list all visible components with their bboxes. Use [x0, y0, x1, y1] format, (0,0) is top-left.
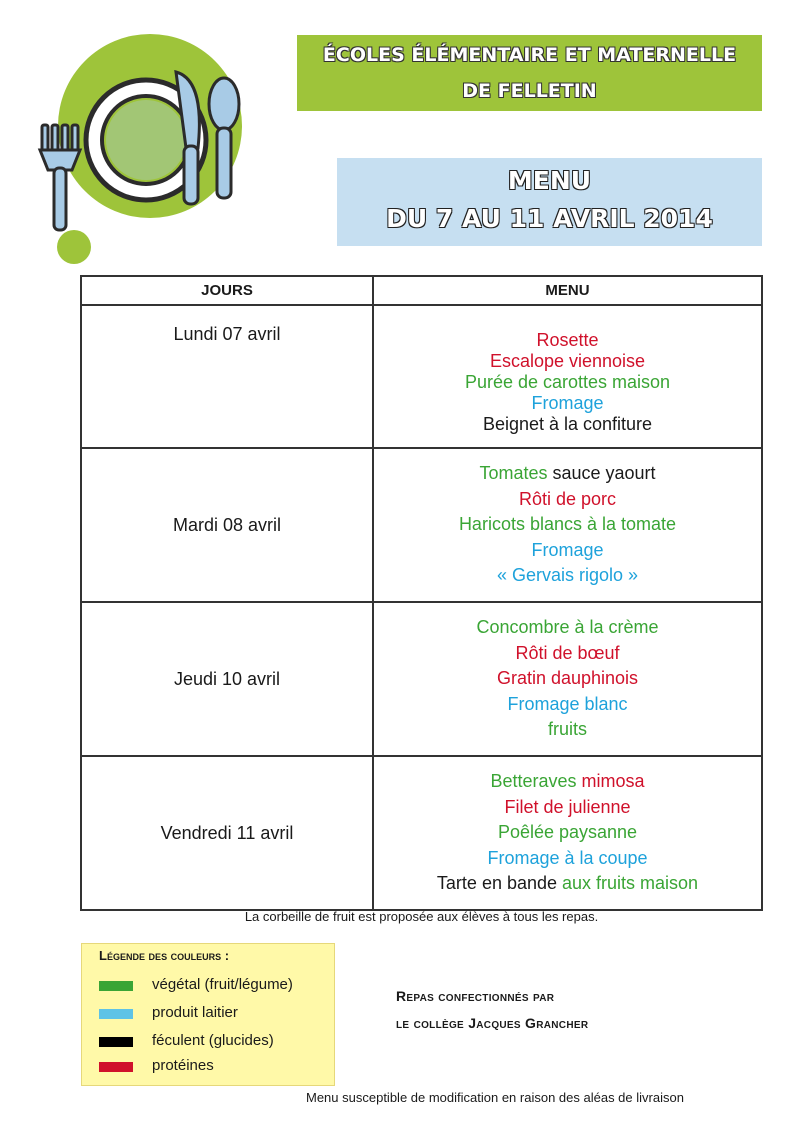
dish-item: Fromage blanc	[507, 693, 628, 714]
table-row	[81, 602, 762, 756]
dish-list	[374, 769, 761, 897]
dish-item: Filet de julienne	[504, 796, 631, 817]
dish-item: Fromage	[531, 539, 604, 560]
dish-item	[374, 871, 761, 897]
dish-list	[374, 461, 761, 589]
day-cell: Vendredi 11 avril	[81, 756, 373, 910]
legend-swatch-blue	[99, 1009, 133, 1019]
menu-cell	[373, 756, 762, 910]
weekly-menu-table	[80, 275, 763, 911]
modification-disclaimer: Menu susceptible de modification en raison des aléas de livraison	[306, 1090, 684, 1105]
dish-item	[374, 461, 761, 487]
credit-line-1: Repas confectionnés par	[396, 988, 555, 1004]
school-title-line-2: DE FELLETIN	[462, 80, 597, 102]
dish-part: sauce yaourt	[547, 463, 656, 484]
legend-swatch-black	[99, 1037, 133, 1047]
table-row	[81, 756, 762, 910]
dish-item: fruits	[547, 719, 587, 740]
dish-part: Tarte en bande	[436, 873, 558, 894]
dish-list	[374, 318, 761, 435]
dish-part: Tomates	[479, 463, 548, 484]
menu-dates: DU 7 AU 11 AVRIL 2014	[386, 204, 713, 233]
kitchen-credit	[396, 983, 588, 1037]
legend-swatch-green	[99, 981, 133, 991]
column-header-days: JOURS	[81, 276, 373, 305]
dish-item: Rôti de bœuf	[515, 642, 620, 663]
menu-title-banner	[337, 158, 762, 246]
dish-item: Fromage à la coupe	[487, 847, 648, 868]
dish-part: aux fruits maison	[557, 873, 699, 894]
table-row	[81, 305, 762, 448]
menu-title: MENU	[507, 166, 592, 195]
legend-label: protéines	[152, 1057, 214, 1074]
dish-item: Beignet à la confiture	[482, 414, 653, 434]
table-row	[81, 448, 762, 602]
column-header-menu: MENU	[373, 276, 762, 305]
legend-swatch-red	[99, 1062, 133, 1072]
dish-item: Purée de carottes maison	[464, 372, 671, 392]
dish-item: Rosette	[536, 330, 599, 350]
menu-cell	[373, 602, 762, 756]
fruit-basket-note: La corbeille de fruit est proposée aux élèves à tous les repas.	[244, 909, 599, 924]
day-cell: Mardi 08 avril	[81, 448, 373, 602]
color-legend	[81, 943, 335, 1086]
legend-label: féculent (glucides)	[152, 1032, 274, 1049]
dish-item: « Gervais rigolo »	[496, 565, 639, 586]
day-cell: Lundi 07 avril	[81, 305, 373, 448]
legend-title: Légende des couleurs :	[99, 948, 230, 963]
dish-item	[374, 769, 761, 795]
menu-cell	[373, 305, 762, 448]
dish-item: Concombre à la crème	[476, 617, 659, 638]
menu-cell	[373, 448, 762, 602]
cutlery-plate-logo	[28, 30, 268, 270]
dish-part: mimosa	[576, 771, 645, 792]
dish-item: Poêlée paysanne	[497, 822, 638, 843]
school-title-banner	[297, 35, 762, 111]
legend-label: produit laitier	[152, 1004, 238, 1021]
dish-list	[374, 615, 761, 743]
dish-part: Betteraves	[490, 771, 577, 792]
dish-item: Gratin dauphinois	[496, 668, 639, 689]
credit-line-2: le collège Jacques Grancher	[396, 1015, 589, 1031]
dish-item: Haricots blancs à la tomate	[458, 514, 677, 535]
logo-small-dot	[57, 230, 91, 264]
dish-item: Fromage	[531, 393, 604, 413]
dish-item: Escalope viennoise	[489, 351, 646, 371]
dish-item: Rôti de porc	[518, 488, 617, 509]
legend-label: végétal (fruit/légume)	[152, 976, 293, 993]
table-header-row	[81, 276, 762, 305]
day-cell: Jeudi 10 avril	[81, 602, 373, 756]
school-title-line-1: ÉCOLES ÉLÉMENTAIRE ET MATERNELLE	[322, 44, 737, 66]
